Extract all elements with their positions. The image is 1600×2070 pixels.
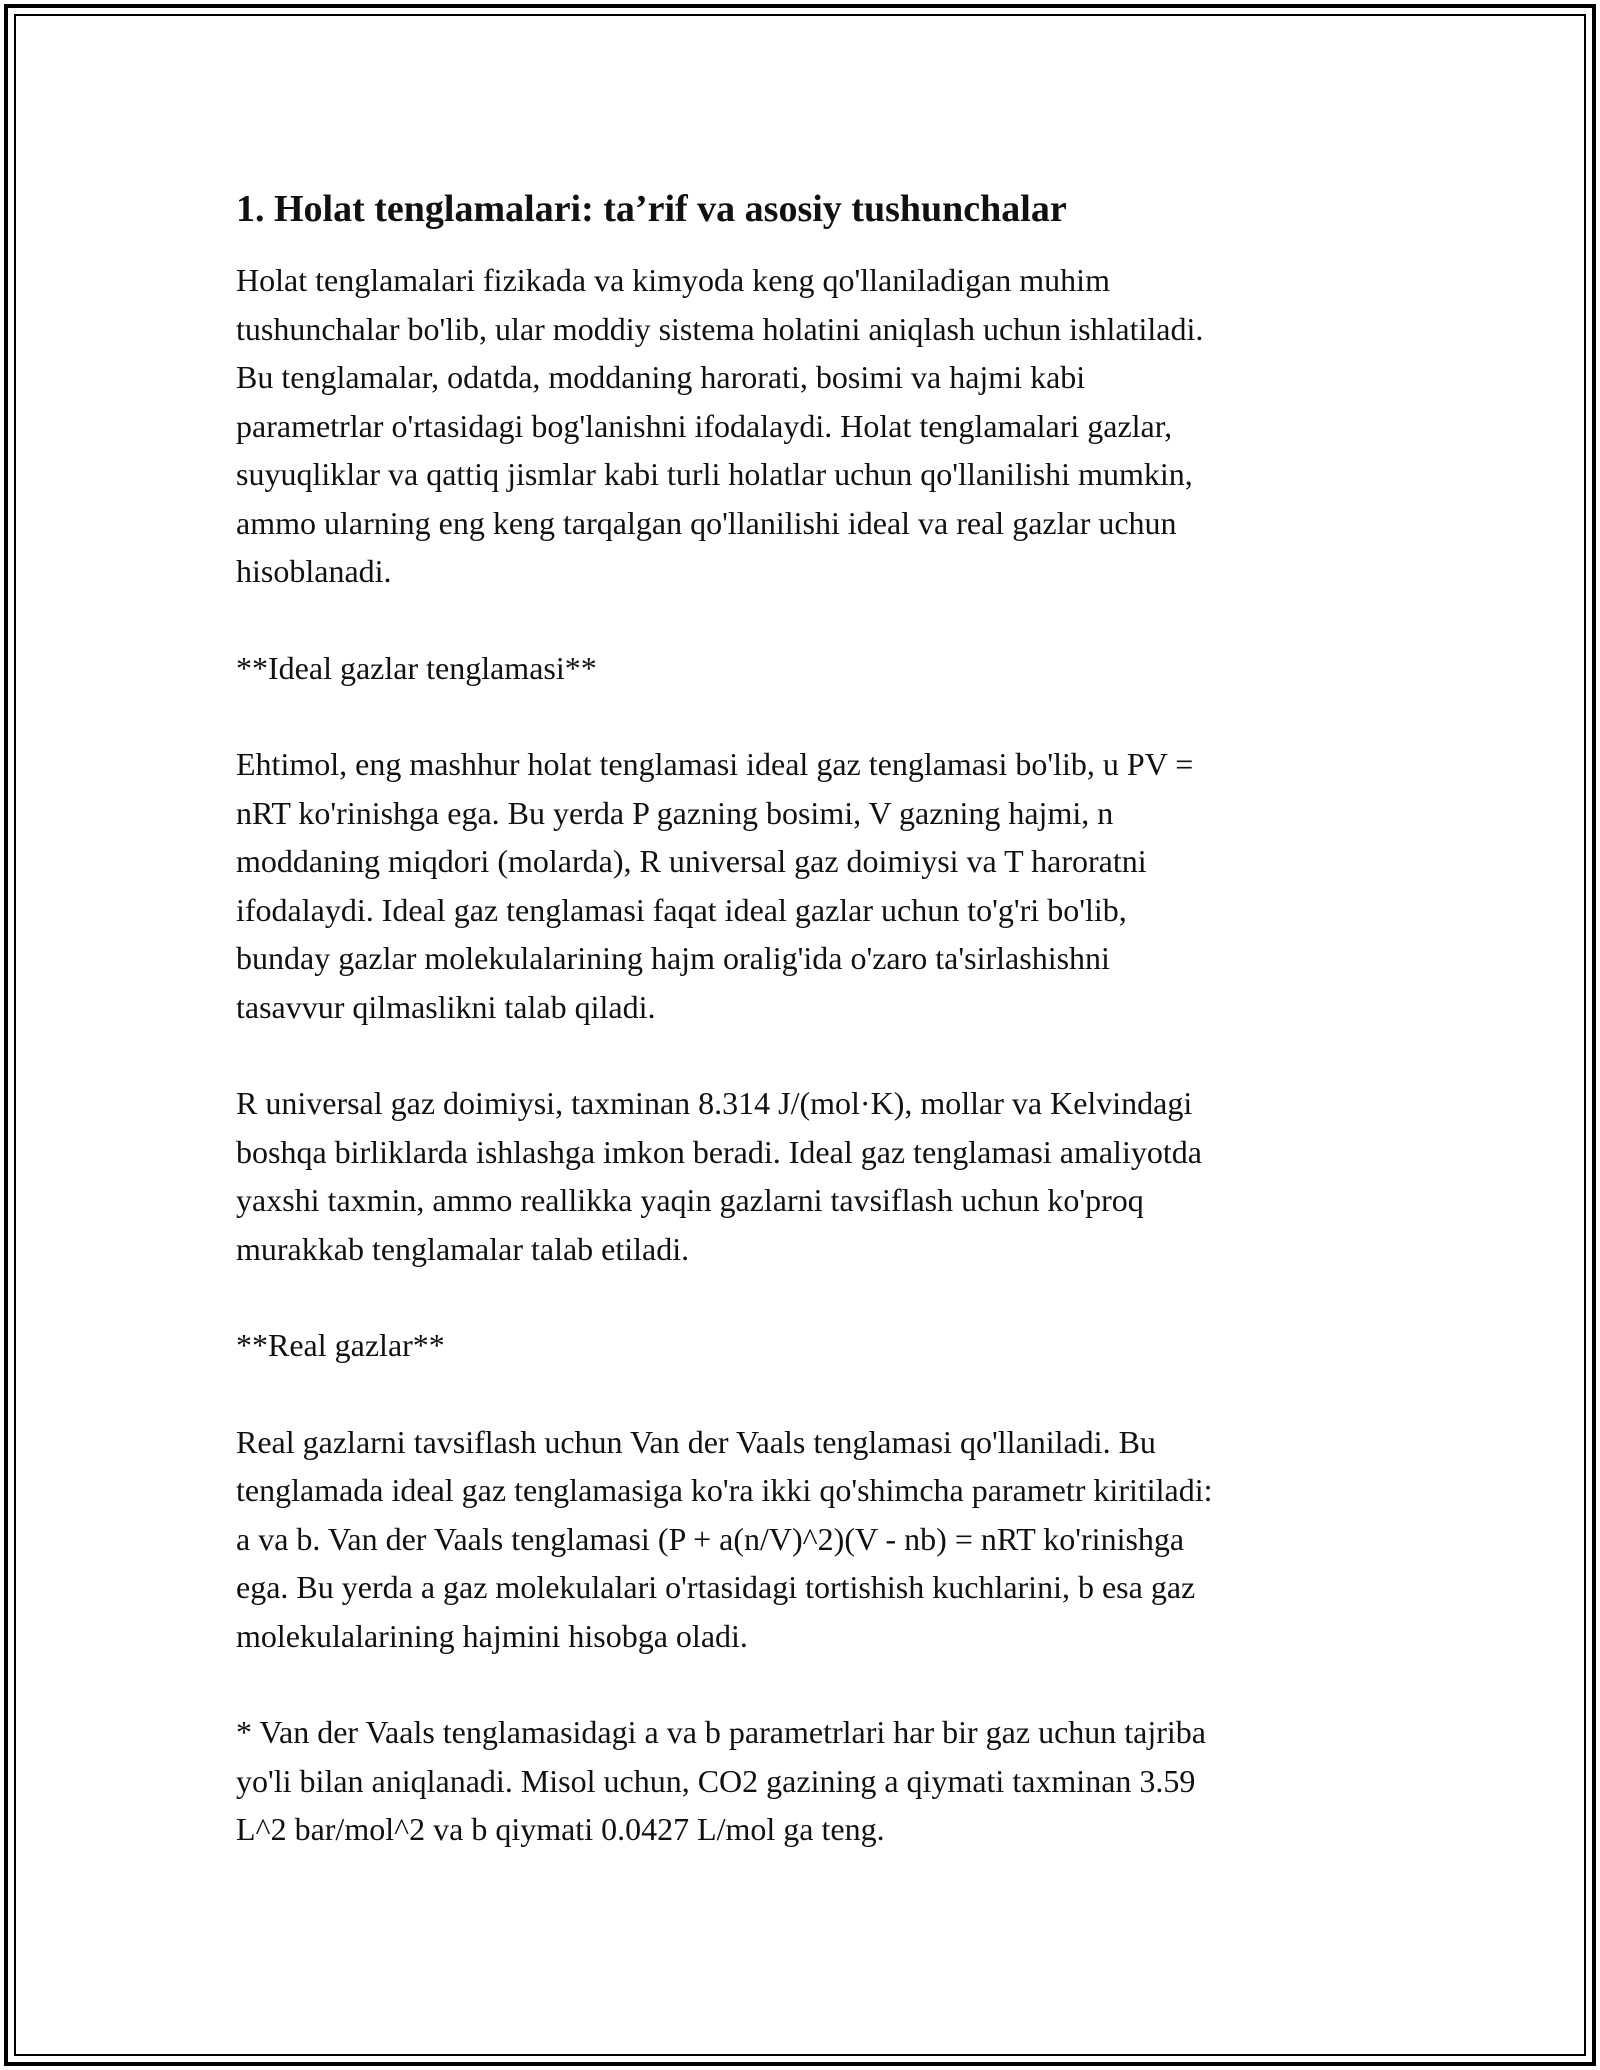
ideal-gases-subheading: **Ideal gazlar tenglamasi** [236, 649, 597, 686]
gas-constant-paragraph: R universal gaz doimiysi, taxminan 8.314 J/(mol·K), mollar va Kelvindagi boshqa birliklarda ishlashga imkon beradi. Ideal gaz tenglamasi amaliyotda yaxshi taxmin, ammo reallikka yaqin gazlarni tavsiflash uchun ko'proq murakkab tenglamalar talab etiladi. [236, 1085, 1202, 1267]
parameters-bullet-paragraph: * Van der Vaals tenglamasidagi a va b parametrlari har bir gaz uchun tajriba yo'li bilan aniqlanadi. Misol uchun, CO2 gazining a qiymati taxminan 3.59 L^2 bar/mol^2 va b qiymati 0.0427 L/mol ga teng. [236, 1714, 1206, 1847]
van-der-waals-paragraph: Real gazlarni tavsiflash uchun Van der Vaals tenglamasi qo'llaniladi. Bu tenglamada ideal gaz tenglamasiga ko'ra ikki qo'shimcha parametr kiritiladi: a va b. Van der Vaals tenglamasi (P + a(n/V)^2)(V - nb) = nRT ko'rinishga ega. Bu yerda a gaz molekulalari o'rtasidagi tortishish kuchlarini, b esa gaz molekulalarining hajmini hisobga oladi. [236, 1423, 1213, 1654]
ideal-gas-equation-paragraph: Ehtimol, eng mashhur holat tenglamasi ideal gaz tenglamasi bo'lib, u PV = nRT ko'rinishga ega. Bu yerda P gazning bosimi, V gazning hajmi, n moddaning miqdori (molarda), R universal gaz doimiysi va T haroratni ifodalaydi. Ideal gaz tenglamasi faqat ideal gazlar uchun to'g'ri bo'lib, bunday gazlar molekulalarining hajm oralig'ida o'zaro ta'sirlashishni tasavvur qilmaslikni talab qiladi. [236, 746, 1194, 1025]
document-body [236, 186, 1386, 1902]
real-gases-subheading: **Real gazlar** [236, 1327, 445, 1363]
section-heading: 1. Holat tenglamalari: ta’rif va asosiy tushunchalar [236, 188, 1067, 230]
intro-paragraph: Holat tenglamalari fizikada va kimyoda keng qo'llaniladigan muhim tushunchalar bo'lib, ular moddiy sistema holatini aniqlash uchun ishlatiladi. Bu tenglamalar, odatda, moddaning harorati, bosimi va hajmi kabi parametrlar o'rtasidagi bog'lanishni ifodalaydi. Holat tenglamalari gazlar, suyuqliklar va qattiq jismlar kabi turli holatlar uchun qo'llanilishi mumkin, ammo ularning eng keng tarqalgan qo'llanilishi ideal va real gazlar uchun hisoblanadi. [236, 262, 1204, 589]
